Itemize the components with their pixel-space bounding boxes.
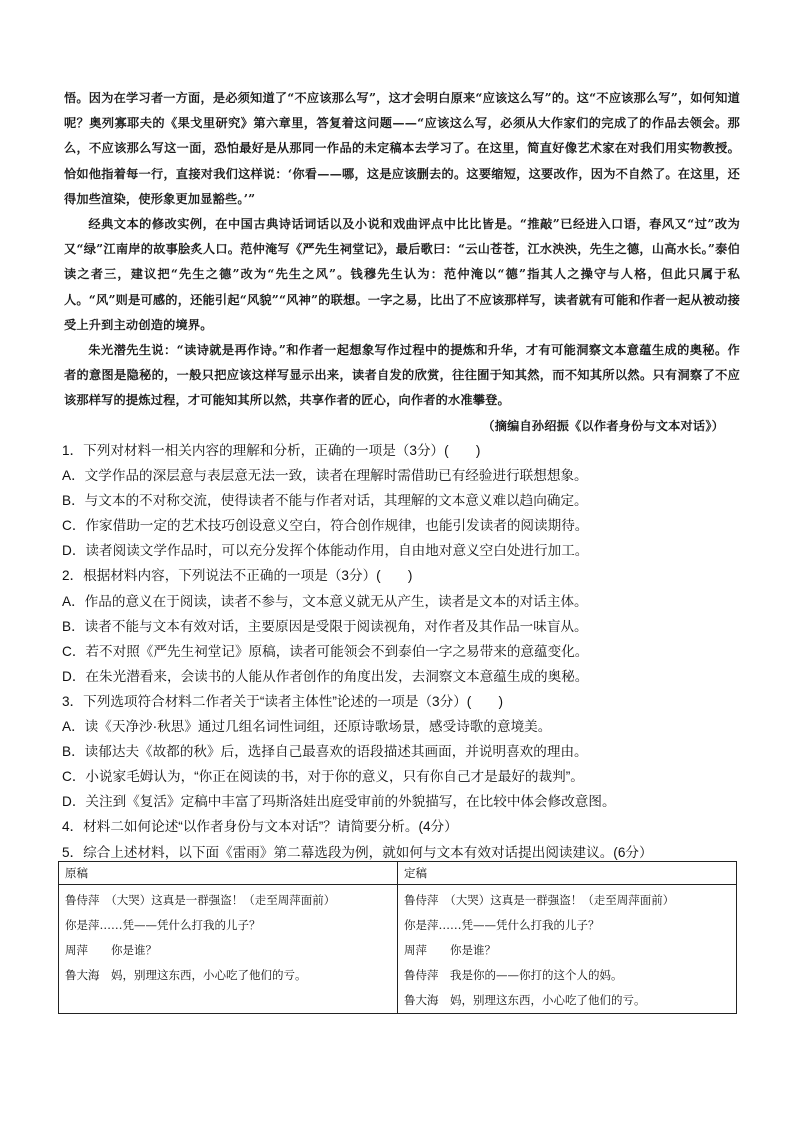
question-3-option-d: D．关注到《复活》定稿中丰富了玛斯洛娃出庭受审前的外貌描写，在比较中体会修改意图。 <box>62 794 616 810</box>
question-2-option-d: D．在朱光潜看来，会读书的人能从作者创作的角度出发，去洞察文本意蕴生成的奥秘。 <box>62 668 589 684</box>
passage-paragraph-2: 经典文本的修改实例，在中国古典诗话词话以及小说和戏曲评点中比比皆是。“推敲”已经进入口语，春风又“过”改为又“绿”江南岸的故事脍炙人口。范仲淹写《严先生祠堂记》，最后歌曰：“云山苍苍，江水泱泱，先生之德，山高水长。”泰伯读之者三，建议把“先生之德”改为“先生之风”。钱穆先生认为：范仲淹以“德”指其人之操守与人格，但此只属于私人。“风”则是可感的，还能引起“风貌”“风神”的联想。一字之易，比出了不应该那样写，读者就有可能和作者一起从被动接受上升到主动创造的境界。 <box>64 217 740 332</box>
original-draft-line: 鲁大海 妈，别理这东西，小心吃了他们的亏。 <box>65 968 307 982</box>
final-draft-line: 周萍 你是谁？ <box>404 943 496 957</box>
question-1-stem: 1．下列对材料一相关内容的理解和分析，正确的一项是（3分）( ) <box>62 443 481 458</box>
question-5: 5．综合上述材料，以下面《雷雨》第二幕选段为例，就如何与文本有效对话提出阅读建议。(6分） <box>62 844 653 860</box>
question-1-option-b: B．与文本的不对称交流，使得读者不能与作者对话，其理解的文本意义难以趋向确定。 <box>62 493 588 509</box>
question-2-option-c: C．若不对照《严先生祠堂记》原稿，读者可能领会不到泰伯一字之易带来的意蕴变化。 <box>62 643 589 659</box>
passage-source: （摘编自孙绍振《以作者身份与文本对话》） <box>482 418 724 433</box>
question-3-option-a: A．读《天净沙·秋思》通过几组名词性词组，还原诗歌场景，感受诗歌的意境美。 <box>62 719 552 735</box>
final-draft-line: 你是萍……凭——凭什么打我的儿子？ <box>404 918 600 932</box>
original-draft-cell <box>59 885 398 1014</box>
question-1-option-c: C．作家借助一定的艺术技巧创设意义空白，符合创作规律，也能引发读者的阅读期待。 <box>62 518 589 534</box>
question-4: 4．材料二如何论述“以作者身份与文本对话”？请简要分析。(4分） <box>62 819 458 835</box>
question-3-stem: 3．下列选项符合材料二作者关于“读者主体性”论述的一项是（3分）( ) <box>62 693 504 709</box>
question-2-stem: 2．根据材料内容，下列说法不正确的一项是（3分）( ) <box>62 568 413 584</box>
question-3-option-c: C．小说家毛姆认为，“你正在阅读的书，对于你的意义，只有你自己才是最好的裁判”。 <box>62 769 584 785</box>
question-3-option-b: B．读郁达夫《故都的秋》后，选择自己最喜欢的语段描述其画面，并说明喜欢的理由。 <box>62 744 588 760</box>
question-1-option-a: A．文学作品的深层意与表层意无法一致，读者在理解时需借助已有经验进行联想想象。 <box>62 468 588 484</box>
original-draft-line: 你是萍……凭——凭什么打我的儿子？ <box>65 918 261 932</box>
question-list <box>62 438 752 865</box>
final-draft-line: 鲁侍萍 我是你的——你打的这个人的妈。 <box>404 968 623 982</box>
original-draft-header: 原稿 <box>59 862 398 885</box>
question-1-option-d: D．读者阅读文学作品时，可以充分发挥个体能动作用，自由地对意义空白处进行加工。 <box>62 543 589 559</box>
question-2-option-a: A．作品的意义在于阅读，读者不参与，文本意义就无从产生，读者是文本的对话主体。 <box>62 593 588 609</box>
original-draft-line: 鲁侍萍 （大哭）这真是一群强盗！（走至周萍面前） <box>65 893 336 907</box>
table-header-row <box>59 862 737 885</box>
final-draft-header: 定稿 <box>398 862 737 885</box>
question-2-option-b: B．读者不能与文本有效对话，主要原因是受限于阅读视角，对作者及其作品一味盲从。 <box>62 618 588 634</box>
final-draft-line: 鲁大海 妈，别理这东西，小心吃了他们的亏。 <box>404 993 646 1007</box>
final-draft-line: 鲁侍萍 （大哭）这真是一群强盗！（走至周萍面前） <box>404 893 675 907</box>
original-draft-line: 周萍 你是谁？ <box>65 943 157 957</box>
table-body-row <box>59 885 737 1014</box>
reading-passage <box>64 86 740 439</box>
final-draft-cell <box>398 885 737 1014</box>
passage-paragraph-3: 朱光潜先生说：“读诗就是再作诗。”和作者一起想象写作过程中的提炼和升华，才有可能洞察文本意蕴生成的奥秘。作者的意图是隐秘的，一般只把应该这样写显示出来，读者自发的欣赏，往往囿于知其然，而不知其所以然。只有洞察了不应该那样写的提炼过程，才可能知其所以然，共享作者的匠心，向作者的水准攀登。 <box>64 343 740 408</box>
passage-paragraph-1: 悟。因为在学习者一方面，是必须知道了“不应该那么写”，这才会明白原来“应该这么写”的。这“不应该那么写”，如何知道呢？奥列寡耶夫的《果戈里研究》第六章里，答复着这问题——“应该这么写，必须从大作家们的完成了的作品去领会。那么，不应该那么写这一面，恐怕最好是从那同一作品的未定稿本去学习了。在这里，简直好像艺术家在对我们用实物教授。恰如他指着每一行，直接对我们这样说：‘你看——哪，这是应该删去的。这要缩短，这要改作，因为不自然了。在这里，还得加些渲染，使形象更加显豁些。’” <box>64 91 740 206</box>
draft-comparison-table <box>58 861 737 1014</box>
